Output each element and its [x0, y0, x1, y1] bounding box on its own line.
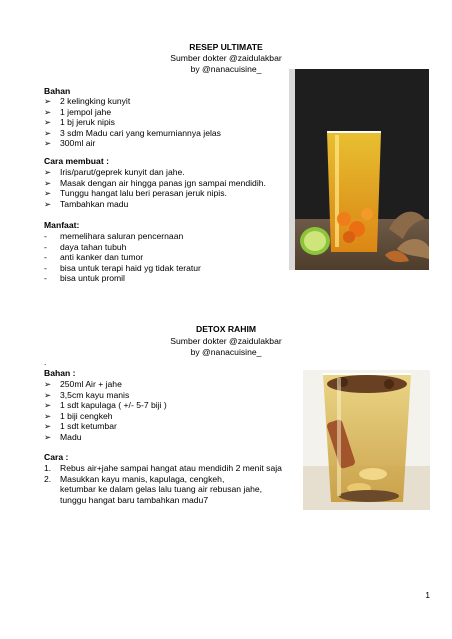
recipe2-author: by @nanacuisine_: [190, 347, 262, 357]
list-item: tunggu hangat baru tambahkan madu7: [60, 494, 209, 505]
list-item: ➢ 2 kelingking kunyit: [44, 96, 131, 106]
list-item: - bisa untuk terapi haid yg tidak teratur: [44, 262, 201, 273]
arrow-bullet-icon: ➢: [44, 167, 52, 177]
list-item: ➢ 1 sdt ketumbar: [44, 421, 117, 432]
arrow-bullet-icon: ➢: [44, 389, 52, 400]
list-item: ➢ Madu: [44, 431, 82, 442]
recipe1-benefits-list: [44, 231, 201, 284]
list-item: ➢ 1 bj jeruk nipis: [44, 117, 115, 128]
arrow-bullet-icon: ➢: [44, 177, 52, 188]
arrow-bullet-icon: ➢: [44, 198, 52, 209]
recipe2-title: DETOX RAHIM: [195, 324, 256, 334]
recipe1-benefits-heading: Manfaat:: [44, 220, 80, 230]
recipe1-source: Sumber dokter @zaidulakbar: [170, 53, 282, 63]
arrow-bullet-icon: ➢: [44, 379, 52, 389]
list-item: - bisa untuk promil: [44, 273, 125, 284]
recipe1-method-heading: Cara membuat :: [44, 156, 109, 166]
list-item: - anti kanker dan tumor: [44, 252, 144, 263]
list-item: ➢ 1 jempol jahe: [44, 106, 112, 117]
recipe2-method-list: [44, 463, 282, 505]
recipe2-method-heading: Cara :: [44, 452, 69, 462]
list-item: ➢ Tambahkan madu: [44, 198, 129, 209]
list-item: ➢ Masak dengan air hingga panas jgn sampai mendidih.: [44, 177, 266, 188]
list-item: ➢ 1 sdt kapulaga ( +/- 5-7 biji ): [44, 400, 167, 411]
arrow-bullet-icon: ➢: [44, 400, 52, 411]
arrow-bullet-icon: ➢: [44, 117, 52, 128]
list-item: 1. Rebus air+jahe sampai hangat atau mendidih 2 menit saja: [44, 463, 282, 473]
list-item: ketumbar ke dalam gelas lalu tuang air rebusan jahe,: [60, 484, 263, 495]
recipe2-ingredients-heading: Bahan :: [44, 368, 76, 378]
recipe2-ingredient-list: [44, 379, 167, 443]
list-item: 2. Masukkan kayu manis, kapulaga, cengkeh,: [44, 473, 225, 484]
list-item: - memelihara saluran pencernaan: [44, 231, 184, 241]
list-item: ➢ Iris/parut/geprek kunyit dan jahe.: [44, 167, 185, 177]
arrow-bullet-icon: ➢: [44, 188, 52, 199]
arrow-bullet-icon: ➢: [44, 96, 52, 106]
list-item: ➢ 1 biji cengkeh: [44, 410, 113, 421]
list-item: ➢ 300ml air: [44, 138, 96, 149]
page-number: 1: [425, 590, 430, 600]
arrow-bullet-icon: ➢: [44, 431, 52, 442]
recipe2-source: Sumber dokter @zaidulakbar: [170, 336, 282, 346]
list-item: ➢ 3 sdm Madu cari yang kemurniannya jelas: [44, 127, 221, 138]
turmeric-drink-photo: [289, 69, 429, 270]
recipe1-ingredients-heading: Bahan: [44, 86, 71, 96]
arrow-bullet-icon: ➢: [44, 127, 52, 138]
stray-dot: .: [44, 357, 47, 367]
arrow-bullet-icon: ➢: [44, 410, 52, 421]
detox-drink-photo: [303, 370, 430, 510]
recipe1-title: RESEP ULTIMATE: [189, 42, 263, 52]
turmeric-drink-illustration: [289, 69, 429, 270]
detox-drink-illustration: [303, 370, 430, 510]
arrow-bullet-icon: ➢: [44, 138, 52, 149]
arrow-bullet-icon: ➢: [44, 421, 52, 432]
recipe1-method-list: [44, 167, 266, 209]
list-item: ➢ 250ml Air + jahe: [44, 379, 122, 389]
recipe1-author: by @nanacuisine_: [190, 64, 262, 74]
list-item: - daya tahan tubuh: [44, 241, 127, 252]
list-item: ➢ Tunggu hangat lalu beri perasan jeruk nipis.: [44, 188, 227, 199]
list-item: ➢ 3,5cm kayu manis: [44, 389, 130, 400]
arrow-bullet-icon: ➢: [44, 106, 52, 117]
recipe1-ingredient-list: [44, 96, 221, 149]
